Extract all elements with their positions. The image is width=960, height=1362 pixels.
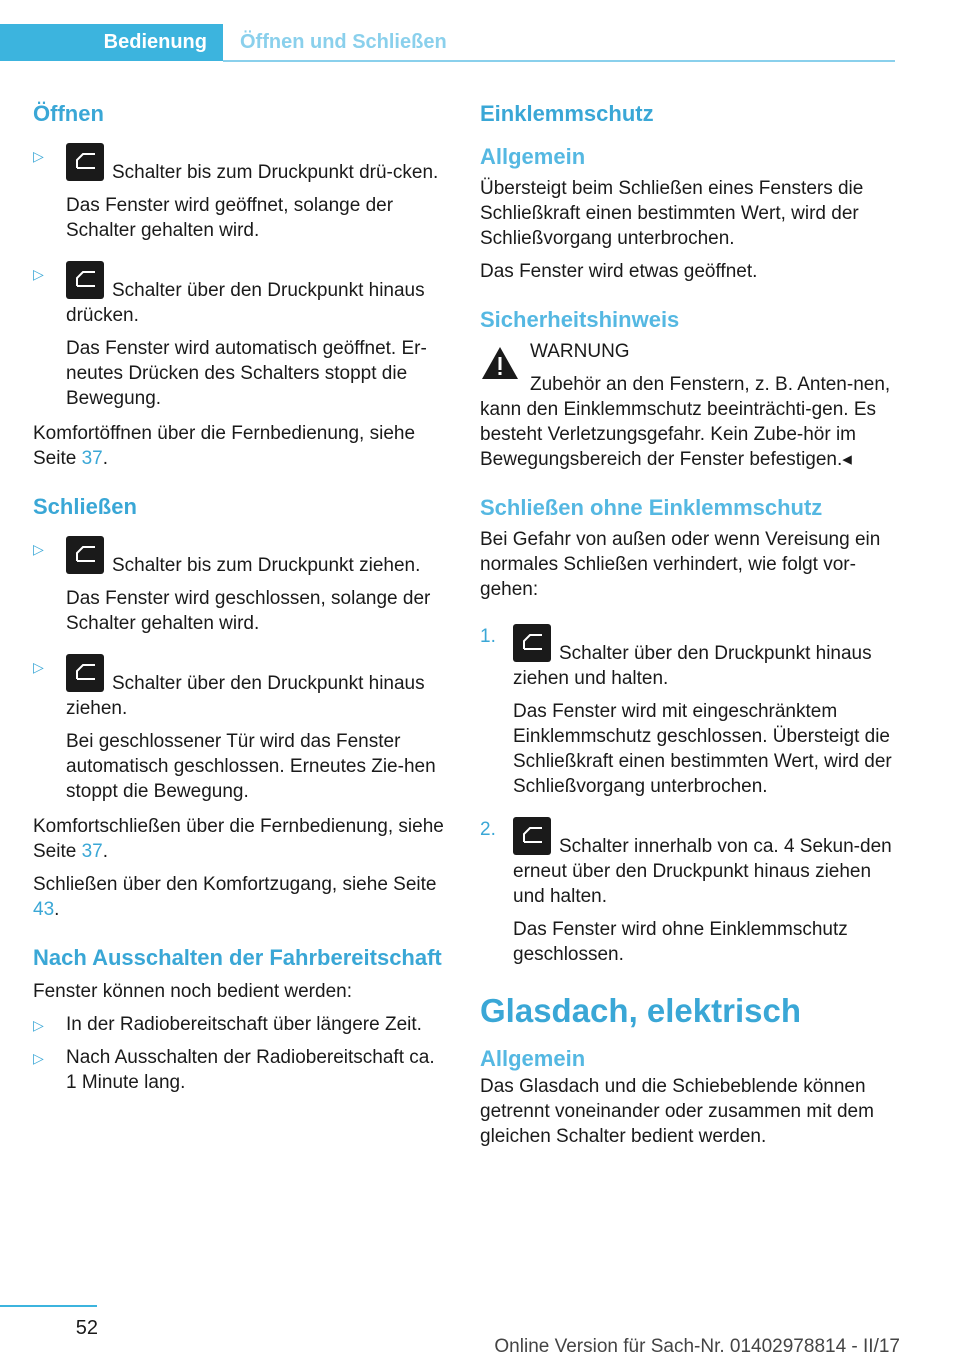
comfort-open-text: Komfortöffnen über die Fernbedienung, siehe Seite 37.: [33, 423, 416, 469]
no-pinch-intro: Bei Gefahr von außen oder wenn Vereisung ein normales Schließen verhindert, wie folgt vor-gehen:: [480, 529, 881, 600]
list-item: [33, 143, 448, 243]
item-text: Schalter über den Druckpunkt hinaus drücken.: [66, 280, 425, 326]
bullet-icon: ▷: [33, 1050, 44, 1066]
list-item: [33, 1045, 448, 1095]
window-switch-icon: [66, 536, 104, 574]
bullet-icon: ▷: [33, 266, 44, 282]
window-switch-icon: [66, 261, 104, 299]
window-switch-icon: [513, 817, 551, 855]
step-detail: Das Fenster wird ohne Einklemmschutz geschlossen.: [513, 919, 848, 965]
item-detail: Das Fenster wird automatisch geöffnet. Er-neutes Drücken des Schalters stoppt die Bewegung.: [66, 338, 427, 409]
heading-open: Öffnen: [33, 101, 104, 126]
after-intro: Fenster können noch bedient werden:: [33, 981, 352, 1002]
step-text: Schalter innerhalb von ca. 4 Sekun-den erneut über den Druckpunkt hinaus ziehen und halten.: [513, 836, 892, 907]
heading-pinch: Einklemmschutz: [480, 101, 654, 126]
heading-no-pinch: Schließen ohne Einklemmschutz: [480, 495, 823, 520]
list-item: [33, 536, 448, 636]
comfort-close-text: Komfortschließen über die Fernbedienung, siehe Seite 37.: [33, 816, 444, 862]
bullet-icon: ▷: [33, 148, 44, 164]
step-detail: Das Fenster wird mit eingeschränktem Einklemmschutz geschlossen. Übersteigt die Schließkraft einen bestimmten Wert, wird der Schließvorgang unterbrochen.: [513, 701, 892, 797]
heading-close: Schließen: [33, 494, 137, 519]
subsection-title: Öffnen und Schließen: [240, 31, 447, 53]
step-item: [480, 817, 900, 967]
heading-after: Nach Ausschalten der Fahrbereitschaft: [33, 945, 442, 970]
item-text: In der Radiobereitschaft über längere Zeit.: [66, 1014, 422, 1035]
warning-triangle-icon: [480, 345, 520, 386]
heading-safety: Sicherheitshinweis: [480, 307, 680, 332]
heading-roof-general: Allgemein: [480, 1046, 586, 1071]
comfort-access-text: Schließen über den Komfortzugang, siehe Seite 43.: [33, 874, 437, 920]
general-p2: Das Fenster wird etwas geöffnet.: [480, 261, 758, 282]
item-detail: Bei geschlossener Tür wird das Fenster automatisch geschlossen. Erneutes Zie-hen stoppt die Bewegung.: [66, 731, 436, 802]
warning-box: [480, 339, 900, 364]
bullet-icon: ▷: [33, 541, 44, 557]
page-number: 52: [75, 1317, 98, 1339]
step-number: 1.: [480, 626, 496, 647]
step-number: 2.: [480, 819, 496, 840]
online-version-note: Online Version für Sach-Nr. 01402978814 - II/17: [494, 1336, 900, 1357]
footer-rule: [0, 1305, 97, 1307]
bullet-icon: ▷: [33, 1017, 44, 1033]
item-detail: Das Fenster wird geöffnet, solange der Schalter gehalten wird.: [66, 195, 394, 241]
heading-general: Allgemein: [480, 144, 586, 169]
item-text: Schalter bis zum Druckpunkt ziehen.: [112, 555, 421, 576]
item-text: Schalter über den Druckpunkt hinaus ziehen.: [66, 673, 425, 719]
step-text: Schalter über den Druckpunkt hinaus ziehen und halten.: [513, 643, 872, 689]
header-rule: [223, 60, 895, 62]
section-tab: Bedienung: [0, 24, 223, 61]
page-link[interactable]: 37: [81, 448, 103, 469]
step-item: [480, 624, 900, 799]
window-switch-icon: [513, 624, 551, 662]
list-item: [33, 261, 448, 411]
item-text: Nach Ausschalten der Radiobereitschaft ca. 1 Minute lang.: [66, 1047, 435, 1093]
page-link[interactable]: 37: [81, 841, 103, 862]
item-detail: Das Fenster wird geschlossen, solange der Schalter gehalten wird.: [66, 588, 431, 634]
left-column: [33, 100, 448, 1105]
list-item: [33, 654, 448, 804]
warning-text: Zubehör an den Fenstern, z. B. Anten-nen, kann den Einklemmschutz beeinträchti-gen. Es besteht Verletzungsgefahr. Kein Zube-hör im Bewegungsbereich der Fenster befestigen.◂: [480, 374, 891, 470]
page-link[interactable]: 43: [33, 899, 55, 920]
general-p1: Übersteigt beim Schließen eines Fensters die Schließkraft einen bestimmten Wert, wird der Schließvorgang unterbrochen.: [480, 178, 864, 249]
roof-text: Das Glasdach und die Schiebeblende können getrennt voneinander oder zusammen mit dem gleichen Schalter bedient werden.: [480, 1076, 874, 1147]
right-column: [480, 100, 900, 1157]
heading-roof: Glasdach, elektrisch: [480, 992, 801, 1029]
window-switch-icon: [66, 654, 104, 692]
bullet-icon: ▷: [33, 659, 44, 675]
warning-label: WARNUNG: [530, 341, 630, 362]
window-switch-icon: [66, 143, 104, 181]
list-item: [33, 1012, 448, 1037]
item-text: Schalter bis zum Druckpunkt drü-cken.: [112, 162, 439, 183]
